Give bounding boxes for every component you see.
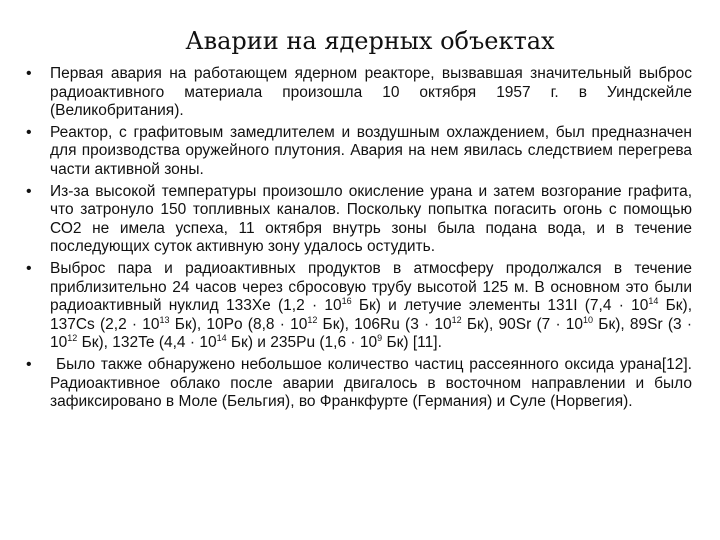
bullet-dot-icon: • (26, 259, 32, 277)
bullet-text: Выброс пара и радиоактивных продуктов в атмосферу продолжался в течение приблизительно 24 часов через сбросовую трубу высотой 125 м. В основном это были радиоактивный нуклид 133Хе ($1,2 \cdot 10^{16}$ Бк) и летучие элементы 131I ($7,4 \cdot 10^{14}$ Бк), 137Cs ($2,2 \cdot 10^{13}$ Бк), 10Po ($8,8 \cdot 10^{12}$ Бк), 106Ru ($3 \cdot 10^{12}$ Бк), 90Sr ($7 \cdot 10^{10}$ Бк), 89Sr ($3 \cdot 10^{12}$ Бк), 132Te ($4,4 \cdot 10^{14}$ Бк) и 235Pu ($1,6 \cdot 10^9$ Бк) [11]. (50, 259, 693, 352)
bullet-dot-icon: • (26, 182, 32, 200)
bullet-item (26, 124, 692, 180)
bullet-text: Было также обнаружено небольшое количество частиц рассеянного оксида урана[12]. Радиоактивное облако после аварии двигалось в восточном направлении и было зафиксировано в Моле (Бельгия), во Франкфурте (Германия) и Суле (Норвегия). (50, 355, 692, 411)
bullet-dot-icon: • (26, 65, 32, 82)
bullet-item (26, 65, 692, 121)
slide-title: Аварии на ядерных объектах (185, 27, 555, 55)
bullet-item (26, 356, 692, 412)
bullet-dot-icon: • (26, 123, 32, 141)
bullet-list (26, 65, 692, 415)
bullet-text: Реактор, с графитовым замедлителем и воздушным охлаждением, был предназначен для производства оружейного плутония. Авария на нем явилась следствием перегрева части активной зоны. (50, 123, 692, 178)
bullet-item (26, 260, 692, 353)
bullet-item (26, 183, 692, 257)
bullet-text: Первая авария на работающем ядерном реакторе, вызвавшая значительный выброс радиоактивного материала произошла 10 октября 1957 г. в Уиндскейле (Великобритания). (50, 65, 692, 120)
bullet-text: Из-за высокой температуры произошло окисление урана и затем возгорание графита, что затронуло 150 топливных каналов. Поскольку попытка погасить огонь с помощью СО2 не имела успеха, 11 октября внутрь зоны была подана вода, и в течение последующих суток активную зону удалось остудить. (50, 182, 692, 256)
bullet-dot-icon: • (26, 355, 32, 373)
